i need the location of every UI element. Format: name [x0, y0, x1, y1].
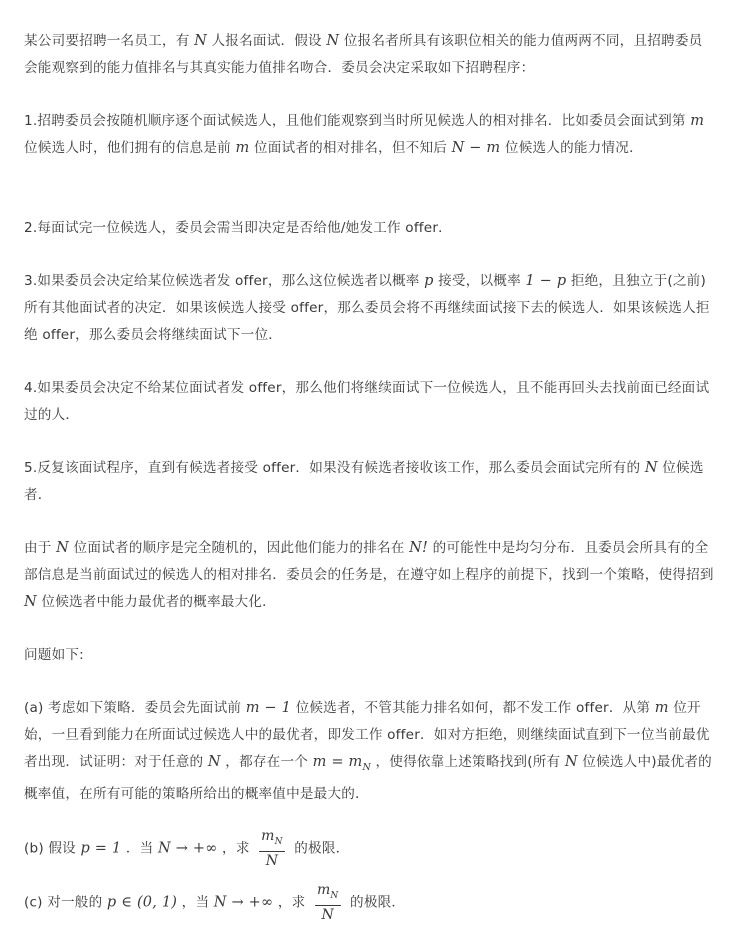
math-N-minus-m: N − m [451, 140, 501, 156]
text: 位报名者所具有该职位相关的能力值两两不同，且招聘委员会能观察到的能力值排名与其真实能力值排名吻合．委员会决定采取如下招聘程序： [24, 33, 703, 76]
math-N-to-infinity: N → +∞ [213, 894, 274, 911]
text: ，都存在一个 [225, 754, 309, 770]
text: 3.如果委员会决定给某位候选者发 offer，那么这位候选者以概率 [24, 273, 420, 289]
text: 4.如果委员会决定不给某位面试者发 offer，那么他们将继续面试下一位候选人，且不能再回头去找前面已经面试过的人． [24, 380, 710, 423]
step-5-paragraph [24, 455, 714, 509]
question-b [24, 828, 714, 869]
text: 位候选人的能力情况． [504, 140, 643, 156]
text: 位候选人时，他们拥有的信息是前 [24, 140, 231, 156]
text: ，当 [181, 894, 210, 911]
math-N: N [207, 754, 221, 770]
fraction-mN-over-N: $\frac{m_N}{N}$ [261, 828, 283, 869]
fraction-mN-over-N: $\frac{m_N}{N}$ [316, 882, 339, 923]
step-4-paragraph [24, 375, 714, 429]
step-2-paragraph [24, 215, 714, 242]
math-p-equals-1: p = 1 [80, 840, 122, 857]
step-3-paragraph [24, 268, 714, 349]
text: 的极限． [350, 894, 406, 911]
text: ．当 [125, 840, 154, 857]
text: 1.招聘委员会按随机顺序逐个面试候选人，且他们能观察到当时所见候选人的相对排名．比如委员会面试到第 [24, 113, 686, 129]
text: 问题如下: [24, 647, 84, 663]
math-m: m [690, 113, 705, 129]
math-N: N [326, 33, 340, 49]
math-N: N [644, 460, 658, 476]
text: 位候选人中)最优者的概率值，在所有可能的策略所给出的概率值中是最大的． [24, 754, 712, 802]
math-m-equals-mN: $m = m_N$ [312, 754, 371, 773]
math-N: N [564, 754, 578, 770]
math-N-to-infinity: N → +∞ [158, 840, 218, 857]
text: 的可能性中是均匀分布．且委员会所具有的全部信息是当前面试过的候选人的相对排名．委员会的任务是，在遵守如上程序的前提下，找到一个策略，使得招到 [24, 540, 714, 583]
question-c [24, 882, 714, 923]
math-N: N [24, 594, 37, 610]
text: 某公司要招聘一名员工，有 [24, 33, 190, 49]
text: ，求 [222, 840, 250, 857]
text: 由于 [24, 540, 52, 556]
text: 位面试者的顺序是完全随机的，因此他们能力的排名在 [73, 540, 405, 556]
text: 拒绝，且独立于(之前)所有其他面试者的决定．如果该候选人接受 offer，那么委员会将不再继续面试接下去的候选人．如果该候选人拒绝 offer，那么委员会将继续面试下一位． [24, 273, 710, 343]
text: 位候选者． [24, 460, 704, 503]
text: 位候选者中能力最优者的概率最大化． [41, 594, 276, 610]
math-p: p [424, 273, 434, 289]
math-p-in-interval: p ∈ (0, 1) [106, 894, 178, 911]
text: 的极限． [294, 840, 350, 857]
math-N-factorial: N! [409, 540, 429, 556]
math-N: N [56, 540, 70, 556]
text: 接受，以概率 [438, 273, 521, 289]
math-m: m [654, 700, 669, 716]
text: 位候选者，不管其能力排名如何，都不发工作 offer．从第 [295, 700, 651, 716]
text: 2.每面试完一位候选人，委员会需当即决定是否给他/她发工作 offer． [24, 220, 452, 236]
text: ，使得依靠上述策略找到(所有 [375, 754, 561, 770]
math-m-minus-1: m − 1 [245, 700, 292, 716]
step-1-paragraph [24, 108, 714, 162]
math-one-minus-p: 1 − p [525, 273, 567, 289]
intro-paragraph [24, 28, 714, 82]
math-N: N [194, 33, 207, 49]
math-m: m [235, 140, 250, 156]
questions-heading [24, 642, 714, 669]
summary-paragraph [24, 535, 714, 616]
text: 位面试者的相对排名，但不知后 [253, 140, 448, 156]
text: ，求 [277, 894, 306, 911]
text: (c) 对一般的 [24, 894, 103, 911]
text: 位开始，一旦看到能力在所面试过候选人中的最优者，即发工作 offer．如对方拒绝，则继续面试直到下一位当前最优者出现．试证明：对于任意的 [24, 700, 710, 770]
text: (a) 考虑如下策略．委员会先面试前 [24, 700, 242, 716]
text: 人报名面试．假设 [211, 33, 322, 49]
text: (b) 假设 [24, 840, 76, 857]
question-a [24, 695, 714, 808]
text: 5.反复该面试程序，直到有候选者接受 offer．如果没有候选者接收该工作，那么委员会面试完所有的 [24, 460, 641, 476]
